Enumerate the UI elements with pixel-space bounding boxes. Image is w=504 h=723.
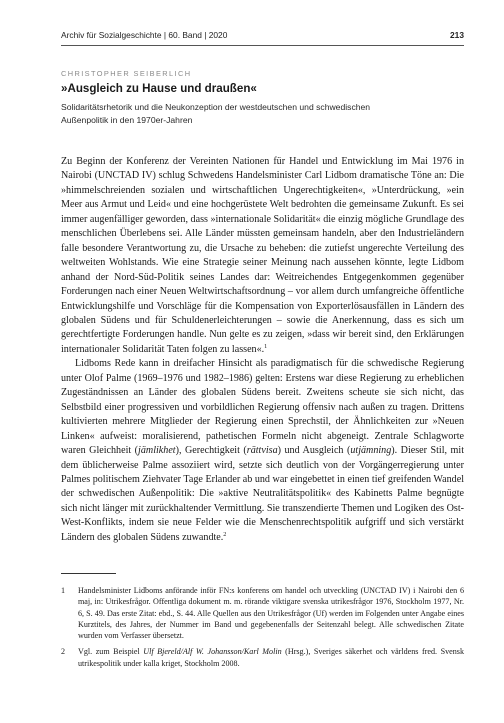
footnote-ref-2: 2	[223, 530, 227, 538]
paragraph-2-text-a: Lidboms Rede kann in dreifacher Hinsicht als paradigmatisch für die schwedische Regierung unter Olof Palme (1969–1976 und 1982–1986) gelten: Erstens war diese Regierung zu erheblichen Zugeständnissen an Länder des globalen Südens bereit. Zweitens scheute sie sich nicht, das Selbstbild einer progressiven und vorbildlichen Regierung offensiv nach außen zu tragen. Drittens kultivierten mehrere Mitglieder der Regierung einen Sprechstil, der Ähnlichkeiten zur »Neuen Linken« aufweist: moralisierend, pathetischen Formeln nicht abgeneigt. Zentrale Schlagworte waren Gleichheit (	[61, 358, 464, 457]
subtitle-line-2: Außenpolitik in den 1970er-Jahren	[61, 115, 193, 126]
paragraph-2-text-c: ) und Ausgleich (	[277, 445, 351, 457]
footnote-2-text-b: (Hrsg.), Sveriges säkerhet och världens fred. Svensk utrikespolitik under kalla kriget, Stockholm 2008.	[78, 647, 464, 668]
paragraph-1	[61, 155, 464, 357]
article-title: »Ausgleich zu Hause und draußen«	[61, 82, 257, 95]
footnote-divider	[61, 573, 116, 574]
article-subtitle	[61, 101, 454, 127]
footnote-1-text: Handelsminister Lidboms anförande inför FN:s konferens om handel och utveckling (UNCTAD IV) i Nairobi den 6 maj, in: Utrikesfrågor. Offentliga dokument m. m. rörande viktigare svenska utrikesfrågor 1976, Stockholm 1977, Nr. 6, S. 49. Das erste Zitat: ebd., S. 44. Alle Quellen aus den Utrikesfrågor (Uf) werden im Folgenden unter Angabe eines Kurztitels, des Jahres, der Nummer im Band und gegebenenfalls der Seitenzahl belegt. Alle schwedischen Zitate wurden vom Verfasser übersetzt.	[78, 586, 464, 641]
paragraph-2	[61, 357, 464, 545]
footnote-2	[61, 646, 464, 669]
paragraph-2-text-b: ), Gerechtigkeit (	[175, 445, 247, 457]
footnote-1-number: 1	[61, 586, 66, 595]
subtitle-line-1: Solidaritätsrhetorik und die Neukonzeption der westdeutschen und schwedischen	[61, 102, 371, 112]
footnote-ref-1: 1	[264, 342, 268, 350]
article-author: CHRISTOPHER SEIBERLICH	[61, 69, 192, 78]
footnote-2-text-a: Vgl. zum Beispiel	[78, 647, 144, 657]
footnotes	[61, 585, 464, 674]
running-head	[61, 30, 464, 44]
paragraph-2-text-d: ). Dieser Stil, mit dem üblicherweise Palme assoziiert wird, setzte sich deutlich von der Vorgängerregierung unter Palmes politischem Ziehvater Tage Erlander ab und war eingebettet in einen tief greifenden Wandel der schwedischen Außenpolitik: Die »aktive Neutralitätspolitik« des Kabinetts Palme begnügte sich nicht länger mit zurückhaltender Vermittlung. Sie transzendierte Themen und Logiken des Ost-West-Konflikts, indem sie neue Felder wie die Menschenrechtspolitik aufgriff und sich verstärkt Ländern des globalen Südens zuwandte.	[61, 445, 464, 543]
article-body	[61, 155, 464, 545]
footnote-2-number: 2	[61, 647, 66, 657]
footnote-1	[61, 585, 464, 641]
term-utjamning: utjämning	[350, 445, 392, 457]
journal-title: Archiv für Sozialgeschichte | 60. Band | 2020	[61, 30, 228, 40]
page-number: 213	[450, 30, 464, 40]
term-jamlikhet: jämlikhet	[138, 445, 176, 457]
paragraph-1-text: Zu Beginn der Konferenz der Vereinten Nationen für Handel und Entwicklung im Mai 1976 in Nairobi (UNCTAD IV) schlug Schwedens Handelsminister Carl Lidbom dramatische Töne an: Die »himmelschreienden sozialen und wirtschaftlichen Ungerechtigkeiten«, »Unterdrückung, »ein Meer aus Armut und Leid« und eine hochgerüstete Welt bedrohten die gemeinsame Zukunft. Es sei immer augenfälliger geworden, dass »internationale Solidarität« die einzig mögliche Grundlage des menschlichen Überlebens sei. Alle Länder müssten gemeinsam handeln, aber den Industrieländern falle besondere Verantwortung zu, die Ursache zu beheben: die zutiefst ungerechte Verteilung des weltweiten Wohlstands. Wie eine Strategie seiner Meinung nach aussehen könnte, legte Lidbom anhand der Nord-Süd-Politik seines Landes dar: Weitreichendes Entgegenkommen gegenüber Forderungen nach einer Neuen Weltwirtschaftsordnung – vor allem durch umfangreiche öffentliche Entwicklungshilfe und Vorschläge für die Kompensation von Exporterlösausfällen in Ländern des globalen Südens und für Schuldenerleichterungen – sowie die Anerkennung, dass es sich um gerechtfertigte Forderungen handle. Nun gelte es zu zeigen, »dass wir bereit sind, den Erklärungen internationaler Solidarität Taten folgen zu lassen«.	[61, 156, 464, 355]
footnote-2-editors: Ulf Bjereld/Alf W. Johansson/Karl Molin	[143, 647, 282, 657]
term-rattvisa: rättvisa	[246, 445, 278, 457]
header-divider	[61, 45, 464, 46]
